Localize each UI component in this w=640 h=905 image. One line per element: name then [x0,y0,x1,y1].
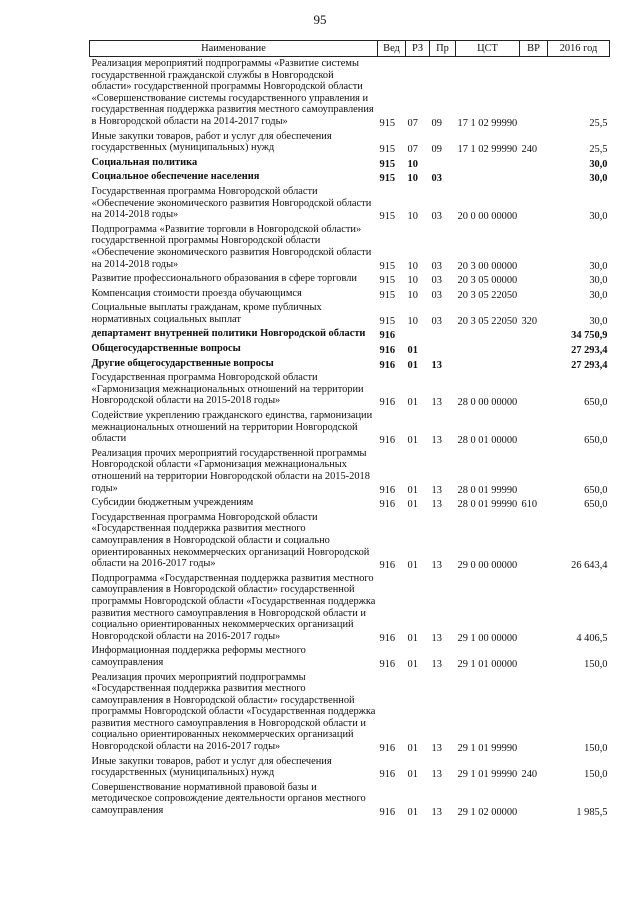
cell-ved: 915 [379,289,396,301]
cell-cst: 29 1 02 00000 [457,807,518,819]
cell-ved: 916 [379,560,396,572]
cell-cst [456,327,520,342]
cell-vr [520,156,548,171]
cell-ved: 916 [379,769,396,781]
cell-sum: 30,0 [589,158,608,170]
cell-cst: 28 0 01 99990 [457,484,518,496]
table-row [90,671,610,755]
cell-ved: 915 [379,158,396,170]
cell-name: Развитие профессионального образования в сфере торговли [91,273,357,285]
cell-ved: 916 [379,658,396,670]
cell-sum: 4 406,5 [576,632,608,644]
cell-rz: 01 [407,345,418,357]
cell-rz: 01 [407,807,418,819]
cell-name: Реализация прочих мероприятий государственной программы Новгородской области «Гармонизация межнациональных отношений на территории Новгородской области на 2015-2018 годы» [91,447,370,494]
cell-cst: 29 1 01 99990 [457,769,518,781]
cell-pr [430,342,456,357]
cell-pr: 03 [431,289,442,301]
cell-name: Реализация мероприятий подпрограммы «Развитие системы государственной гражданской службы в Новгородской области» государственной программы Новгородской области «Совершенствование системы государственного управления и государственная поддержка развития местного самоуправления в Новгородской области на 2014-2017 годы» [91,58,374,127]
cell-pr: 13 [431,658,442,670]
cell-name: Государственная программа Новгородской области «Обеспечение экономического развития Новгородской области на 2014-2018 годы» [91,185,372,221]
cell-cst [456,170,520,185]
table-header-row [90,41,610,57]
cell-cst: 29 1 01 99990 [457,743,518,755]
cell-rz: 01 [407,499,418,511]
cell-sum: 30,0 [589,315,608,327]
cell-pr [430,156,456,171]
cell-ved: 915 [379,315,396,327]
cell-name: Иные закупки товаров, работ и услуг для обеспечения государственных (муниципальных) нужд [91,130,332,154]
cell-rz: 01 [407,658,418,670]
cell-name: Социальная политика [91,156,198,168]
cell-cst: 29 0 00 00000 [457,560,518,572]
cell-pr: 03 [431,275,442,287]
cell-ved: 916 [379,330,396,342]
cell-vr [520,447,548,496]
cell-pr: 13 [431,435,442,447]
header-year: 2016 год [548,41,610,57]
cell-cst: 20 3 00 00000 [457,260,518,272]
cell-name: Государственная программа Новгородской области «Гармонизация межнациональных отношений на территории Новгородской области на 2015-2018 годы» [91,372,364,407]
header-pr: Пр [430,41,456,57]
cell-cst: 29 1 01 00000 [457,658,518,670]
cell-sum: 650,0 [584,484,608,496]
cell-cst [456,357,520,372]
cell-sum: 150,0 [584,658,608,670]
cell-pr: 13 [431,560,442,572]
cell-rz: 10 [407,211,418,223]
cell-cst: 20 3 05 22050 [457,315,518,327]
cell-rz: 10 [407,315,418,327]
cell-sum: 150,0 [584,743,608,755]
cell-rz: 01 [407,435,418,447]
cell-vr [520,671,548,755]
cell-name: Иные закупки товаров, работ и услуг для обеспечения государственных (муниципальных) нужд [91,755,332,779]
cell-rz: 01 [407,397,418,409]
cell-vr [520,511,548,572]
table-row [90,781,610,819]
cell-sum: 26 643,4 [571,560,608,572]
cell-rz: 01 [407,484,418,496]
cell-sum: 30,0 [589,211,608,223]
cell-vr [520,572,548,645]
cell-vr [520,287,548,302]
table-row [90,572,610,645]
cell-vr: 240 [521,769,538,781]
cell-vr [520,272,548,287]
cell-vr [520,223,548,272]
cell-ved: 916 [379,499,396,511]
table-row [90,170,610,185]
table-row [90,272,610,287]
cell-cst: 28 0 01 99990 [457,499,518,511]
cell-name: Общегосударственные вопросы [91,343,241,355]
budget-table [89,40,610,819]
cell-ved: 915 [379,117,396,129]
header-rz: РЗ [406,41,430,57]
cell-rz [406,327,430,342]
header-cst: ЦСТ [456,41,520,57]
cell-pr: 13 [431,807,442,819]
cell-sum: 150,0 [584,769,608,781]
cell-rz: 10 [407,275,418,287]
cell-cst: 20 0 00 00000 [457,211,518,223]
table-row [90,287,610,302]
cell-cst: 28 0 01 00000 [457,435,518,447]
table-row [90,447,610,496]
table-row [90,357,610,372]
table-row [90,342,610,357]
cell-sum: 30,0 [589,260,608,272]
cell-vr [520,409,548,447]
table-row [90,130,610,156]
cell-cst: 17 1 02 99990 [457,117,518,129]
cell-pr: 13 [431,769,442,781]
cell-sum: 650,0 [584,435,608,447]
cell-rz: 10 [407,260,418,272]
cell-name: Субсидии бюджетным учреждениям [91,497,254,509]
cell-rz: 01 [407,359,418,371]
cell-sum: 30,0 [589,289,608,301]
cell-cst [456,156,520,171]
cell-pr: 03 [431,211,442,223]
table-row [90,371,610,409]
cell-sum: 1 985,5 [576,807,608,819]
cell-ved: 916 [379,359,396,371]
cell-rz: 07 [407,117,418,129]
cell-ved: 915 [379,275,396,287]
cell-pr: 03 [431,260,442,272]
cell-rz: 01 [407,769,418,781]
cell-cst [456,342,520,357]
cell-sum: 650,0 [584,397,608,409]
cell-sum: 25,5 [589,117,608,129]
table-row [90,511,610,572]
header-vr: ВР [520,41,548,57]
cell-ved: 916 [379,807,396,819]
cell-name: Реализация прочих мероприятий подпрограммы «Государственная поддержка развития местного самоуправления в Новгородской области» государственной программы Новгородской области «Государственная поддержка развития местного самоуправления в Новгородской области и социально ориентированных некоммерческих организаций Новгородской области на 2016-2017 годы» [91,671,376,753]
cell-ved: 916 [379,743,396,755]
cell-vr [520,170,548,185]
cell-name: Социальные выплаты гражданам, кроме публичных нормативных социальных выплат [91,302,322,325]
cell-sum: 30,0 [589,275,608,287]
cell-name: Подпрограмма «Развитие торговли в Новгородской области» государственной программы Новгородской области «Обеспечение экономического развития Новгородской области на 2014-2018 годы» [91,223,372,270]
cell-pr: 09 [431,144,442,156]
cell-sum: 30,0 [589,173,608,185]
cell-ved: 915 [379,211,396,223]
cell-ved: 916 [379,484,396,496]
table-row [90,409,610,447]
cell-name: Подпрограмма «Государственная поддержка развития местного самоуправления в Новгородской области» государственной программы Новгородской области «Государственная поддержка развития местного самоуправления в Новгородской области и социально ориентированных некоммерческих организаций Новгородской области на 2016-2017 годы» [91,572,376,642]
cell-vr [520,57,548,130]
cell-vr [520,781,548,819]
cell-name: Социальное обеспечение населения [91,171,260,183]
cell-name: Информационная поддержка реформы местного самоуправления [91,645,306,668]
cell-name: Государственная программа Новгородской области «Государственная поддержка развития местного самоуправления в Новгородской области и социально ориентированных некоммерческих организаций Новгородской области на 2016-2017 годы» [91,511,370,570]
cell-rz: 07 [407,144,418,156]
cell-ved: 916 [379,345,396,357]
cell-pr: 03 [431,315,442,327]
cell-vr [520,185,548,223]
page-number: 95 [313,12,327,27]
cell-pr: 13 [431,632,442,644]
cell-ved: 915 [379,144,396,156]
cell-name: Компенсация стоимости проезда обучающимся [91,287,302,299]
table-row [90,644,610,670]
cell-sum: 25,5 [589,144,608,156]
cell-vr [520,644,548,670]
cell-ved: 916 [379,632,396,644]
cell-sum: 34 750,9 [571,330,608,342]
cell-sum: 650,0 [584,499,608,511]
cell-pr: 13 [431,499,442,511]
table-row [90,57,610,130]
cell-pr: 13 [431,359,442,371]
cell-vr [520,371,548,409]
cell-ved: 915 [379,173,396,185]
cell-ved: 916 [379,435,396,447]
cell-name: Совершенствование нормативной правовой базы и методическое сопровождение деятельности органов местного самоуправления [91,781,366,817]
table-row [90,327,610,342]
cell-rz: 01 [407,632,418,644]
cell-name: департамент внутренней политики Новгородской области [91,328,366,340]
cell-pr: 13 [431,397,442,409]
cell-name: Содействие укреплению гражданского единства, гармонизации межнациональных отношений на территории Новгородской области [91,410,373,445]
cell-pr: 13 [431,484,442,496]
cell-pr: 03 [431,173,442,185]
cell-vr [520,357,548,372]
table-row [90,755,610,781]
cell-vr: 320 [521,315,538,327]
cell-cst: 20 3 05 00000 [457,275,518,287]
cell-rz: 10 [407,289,418,301]
cell-vr [520,327,548,342]
cell-vr [520,342,548,357]
header-ved: Вед [378,41,406,57]
cell-vr: 610 [521,499,538,511]
header-name: Наименование [90,41,378,57]
cell-ved: 916 [379,397,396,409]
cell-rz: 01 [407,560,418,572]
table-row [90,156,610,171]
table-row [90,496,610,511]
cell-cst: 20 3 05 22050 [457,289,518,301]
table-row [90,301,610,327]
cell-vr: 240 [521,144,538,156]
cell-rz: 10 [407,158,418,170]
cell-pr: 09 [431,117,442,129]
cell-ved: 915 [379,260,396,272]
cell-pr [430,327,456,342]
cell-cst: 29 1 00 00000 [457,632,518,644]
cell-cst: 17 1 02 99990 [457,144,518,156]
cell-rz: 10 [407,173,418,185]
table-row [90,223,610,272]
cell-name: Другие общегосударственные вопросы [91,357,274,369]
cell-cst: 28 0 00 00000 [457,397,518,409]
cell-sum: 27 293,4 [571,345,608,357]
cell-sum: 27 293,4 [571,359,608,371]
cell-pr: 13 [431,743,442,755]
cell-rz: 01 [407,743,418,755]
table-row [90,185,610,223]
